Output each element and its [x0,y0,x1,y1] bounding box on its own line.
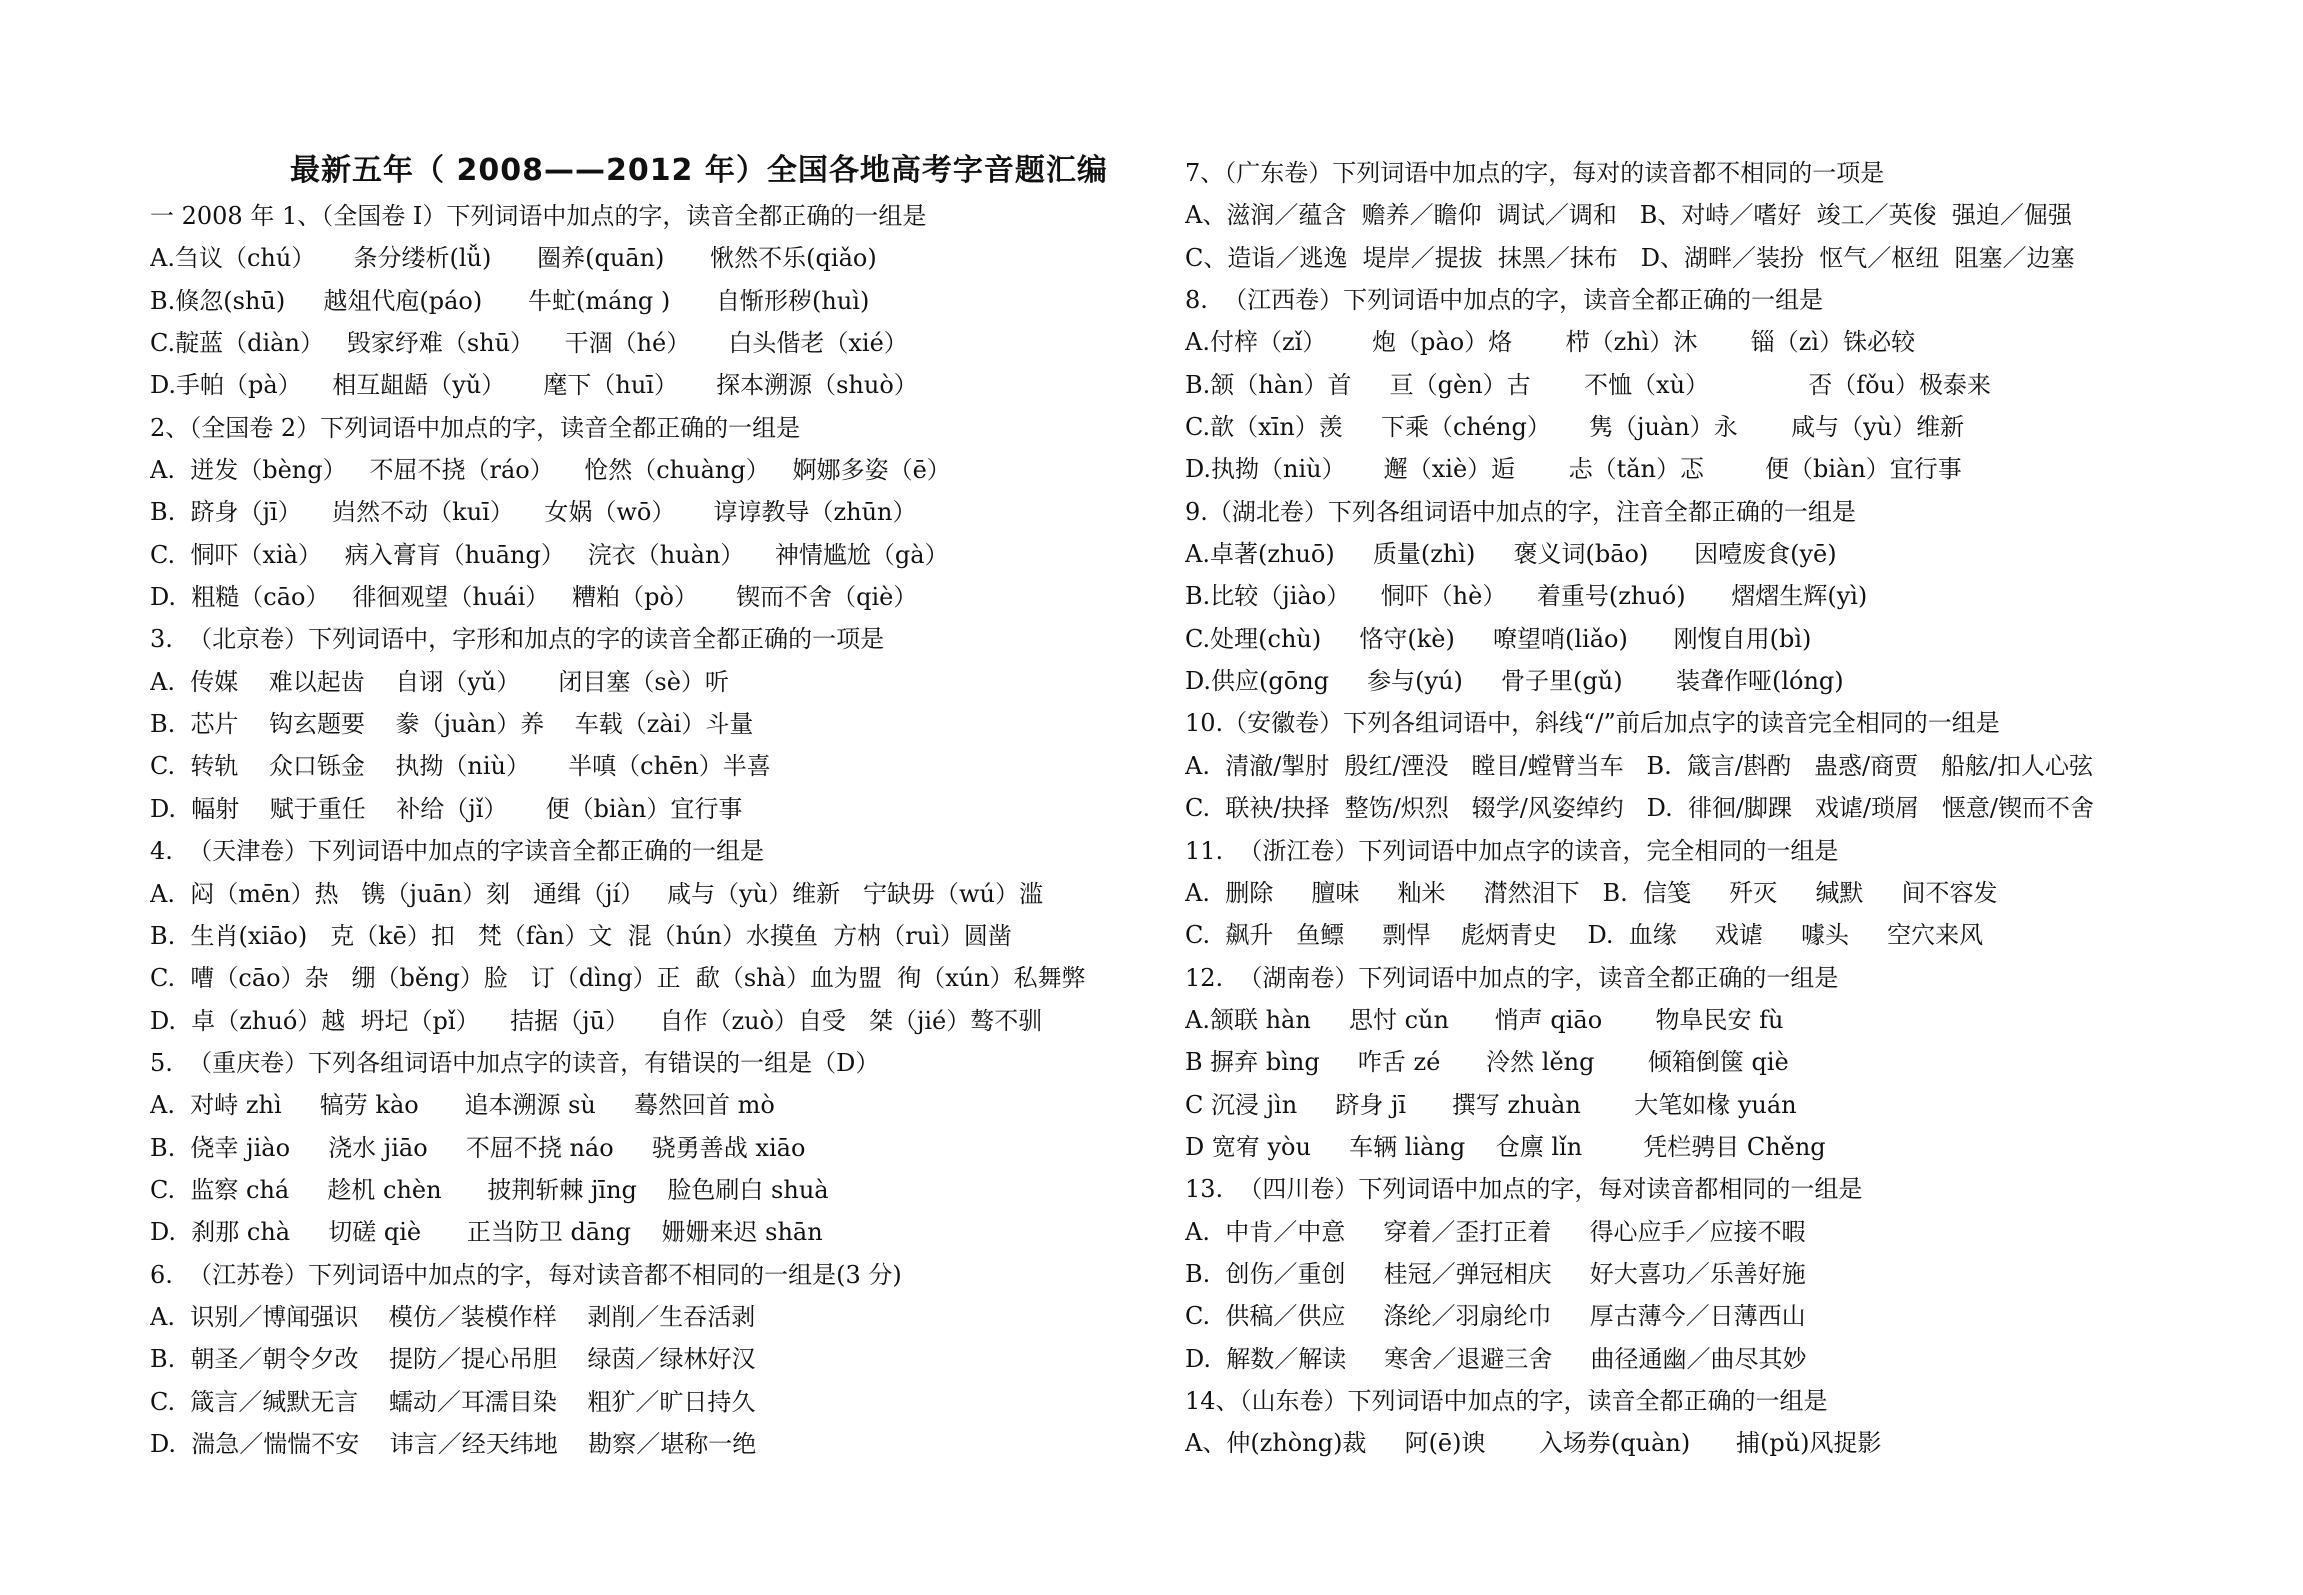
text-line: 14、（山东卷）下列词语中加点的字，读音全都正确的一组是 [1185,1386,1828,1415]
text-line: 11. （浙江卷）下列词语中加点字的读音，完全相同的一组是 [1185,836,1839,865]
text-line: D. 幅射 赋于重任 补给（jǐ） 便（biàn）宜行事 [150,794,743,823]
text-line: 10.（安徽卷）下列各组词语中，斜线“/”前后加点字的读音完全相同的一组是 [1185,709,2000,738]
text-line: A.刍议（chú） 条分缕析(lǚ) 圈养(quān) 愀然不乐(qiǎo) [150,244,877,273]
text-line: D. 解数／解读 寒舍／退避三舍 曲径通幽／曲尽其妙 [1185,1344,1807,1373]
text-line: A. 对峙 zhì 犒劳 kào 追本溯源 sù 蓦然回首 mò [150,1091,775,1120]
text-line: C. 转轨 众口铄金 执拗（niù） 半嗔（chēn）半喜 [150,752,771,781]
text-line: 8. （江西卷）下列词语中加点的字，读音全都正确的一组是 [1185,286,1824,315]
text-line: C.歆（xīn）羡 下乘（chéng） 隽（juàn）永 咸与（yù）维新 [1185,413,1965,442]
text-line: D 宽宥 yòu 车辆 liàng 仓廪 lǐn 凭栏骋目 Chěng [1185,1132,1826,1161]
text-line: 13. （四川卷）下列词语中加点的字，每对读音都相同的一组是 [1185,1175,1863,1204]
text-line: C.处理(chù) 恪守(kè) 嘹望哨(liǎo) 刚愎自用(bì) [1185,624,1812,653]
left-question-list [150,195,1155,1465]
text-line: 9.（湖北卷）下列各组词语中加点的字，注音全都正确的一组是 [1185,497,1856,526]
text-line: B. 生肖(xiāo) 克（kē）扣 梵（fàn）文 混（hún）水摸鱼 方枘（ruì）圆凿 [150,921,1012,950]
text-line: A.付梓（zǐ） 炮（pào）烙 栉（zhì）沐 锱（zì）铢必较 [1185,328,1916,357]
right-question-list [1185,152,2225,1465]
text-line: 2、（全国卷 2）下列词语中加点的字，读音全都正确的一组是 [150,413,801,442]
right-column [1185,152,2225,1465]
text-line: B. 芯片 钩玄题要 豢（juàn）养 车载（zài）斗量 [150,710,754,739]
text-line: A. 传媒 难以起齿 自诩（yǔ） 闭目塞（sè）听 [150,667,729,696]
text-line: 5. （重庆卷）下列各组词语中加点字的读音，有错误的一组是（D） [150,1048,880,1077]
text-line: D. 卓（zhuó）越 坍圮（pǐ） 拮据（jū） 自作（zuò）自受 桀（jié）骜不驯 [150,1006,1043,1035]
text-line: C. 供稿／供应 涤纶／羽扇纶巾 厚古薄今／日薄西山 [1185,1302,1806,1331]
text-line: B. 侥幸 jiào 浇水 jiāo 不屈不挠 náo 骁勇善战 xiāo [150,1133,806,1162]
text-line: D.供应(gōng 参与(yú) 骨子里(gǔ) 装聋作哑(lóng) [1185,667,1844,696]
text-line: D. 粗糙（cāo） 徘徊观望（huái） 糟粕（pò） 锲而不舍（qiè） [150,583,918,612]
text-line: D.手帕（pà） 相互龃龉（yǔ） 麾下（huī） 探本溯源（shuò） [150,371,918,400]
text-line: A.卓著(zhuō) 质量(zhì) 褒义词(bāo) 因噎废食(yē) [1185,540,1837,569]
text-line: B. 跻身（jī） 岿然不动（kuī） 女娲（wō） 谆谆教导（zhūn） [150,498,917,527]
text-line: C、造诣／逃逸 堤岸／提拔 抹黑／抹布 D、湖畔／装扮 怄气／枢纽 阻塞／边塞 [1185,243,2075,272]
text-line: B. 朝圣／朝令夕改 提防／提心吊胆 绿茵／绿林好汉 [150,1345,756,1374]
text-line: D. 刹那 chà 切磋 qiè 正当防卫 dāng 姗姗来迟 shān [150,1218,823,1247]
text-line: A. 闷（mēn）热 镌（juān）刻 通缉（jí） 咸与（yù）维新 宁缺毋（wú）滥 [150,879,1043,908]
text-line: A. 迸发（bèng） 不屈不挠（ráo） 怆然（chuàng） 婀娜多姿（ē） [150,456,951,485]
text-line: C. 恫吓（xià） 病入膏肓（huāng） 浣衣（huàn） 神情尴尬（gà） [150,540,949,569]
left-column [150,150,1155,1465]
text-line: 6. （江苏卷）下列词语中加点的字，每对读音都不相同的一组是(3 分) [150,1260,902,1289]
text-line: D. 湍急／惴惴不安 讳言／经天纬地 勘察／堪称一绝 [150,1429,757,1458]
text-line: 4. （天津卷）下列词语中加点的字读音全都正确的一组是 [150,837,765,866]
text-line: 一 2008 年 1、（全国卷 I）下列词语中加点的字，读音全都正确的一组是 [150,202,927,230]
text-line: C. 飙升 鱼鳔 剽悍 彪炳青史 D. 血缘 戏谑 噱头 空穴来风 [1185,921,1984,950]
page-title: 最新五年（ 2008——2012 年）全国各地高考字音题汇编 [290,153,1108,188]
text-line: C. 箴言／缄默无言 蠕动／耳濡目染 粗犷／旷日持久 [150,1387,756,1416]
text-line: B 摒弃 bìng 咋舌 zé 泠然 lěng 倾箱倒箧 qiè [1185,1048,1789,1077]
text-line: B.颔（hàn）首 亘（gèn）古 不恤（xù） 否（fǒu）极泰来 [1185,370,1992,399]
text-line: A. 中肯／中意 穿着／歪打正着 得心应手／应接不暇 [1185,1217,1806,1246]
text-line: A. 删除 膻味 籼米 潸然泪下 B. 信笺 歼灭 缄默 间不容发 [1185,878,1998,907]
text-line: A. 识别／博闻强识 模仿／装模作样 剥削／生吞活剥 [150,1302,756,1331]
text-line: A. 清澈/掣肘 殷红/湮没 瞠目/螳臂当车 B. 箴言/斟酌 蛊惑/商贾 船舷/扣人心弦 [1185,751,2094,780]
text-line: B.倏忽(shū) 越俎代庖(páo) 牛虻(máng ) 自惭形秽(huì) [150,286,870,315]
text-line: A、仲(zhòng)裁 阿(ē)谀 入场券(quàn) 捕(pǔ)风捉影 [1185,1429,1882,1458]
text-line: 3. （北京卷）下列词语中，字形和加点的字的读音全都正确的一项是 [150,625,885,654]
text-line: B. 创伤／重创 桂冠／弹冠相庆 好大喜功／乐善好施 [1185,1259,1806,1288]
text-line: D.执拗（niù） 邂（xiè）逅 忐（tǎn）忑 便（biàn）宜行事 [1185,455,1962,484]
text-line: A.颔联 hàn 思忖 cǔn 悄声 qiāo 物阜民安 fù [1185,1005,1784,1034]
text-line: B.比较（jiào） 恫吓（hè） 着重号(zhuó) 熠熠生辉(yì) [1185,582,1868,611]
text-line: C.靛蓝（diàn） 毁家纾难（shū） 干涸（hé） 白头偕老（xié） [150,329,908,358]
text-line: C. 嘈（cāo）杂 绷（běng）脸 订（dìng）正 歃（shà）血为盟 徇（xún）私舞弊 [150,964,1086,993]
text-line: C. 监察 chá 趁机 chèn 披荆斩棘 jīng 脸色刷白 shuà [150,1175,829,1204]
text-line: C. 联袂/抉择 整饬/炽烈 辍学/风姿绰约 D. 徘徊/脚踝 戏谑/琐屑 惬意/锲而不舍 [1185,794,2094,823]
text-line: A、滋润／蕴含 赡养／瞻仰 调试／调和 B、对峙／嗜好 竣工／英俊 强迫／倔强 [1185,201,2072,230]
text-line: 12. （湖南卷）下列词语中加点的字，读音全都正确的一组是 [1185,963,1839,992]
text-line: C 沉浸 jìn 跻身 jī 撰写 zhuàn 大笔如椽 yuán [1185,1090,1797,1119]
text-line: 7、（广东卷）下列词语中加点的字，每对的读音都不相同的一项是 [1185,159,1885,187]
